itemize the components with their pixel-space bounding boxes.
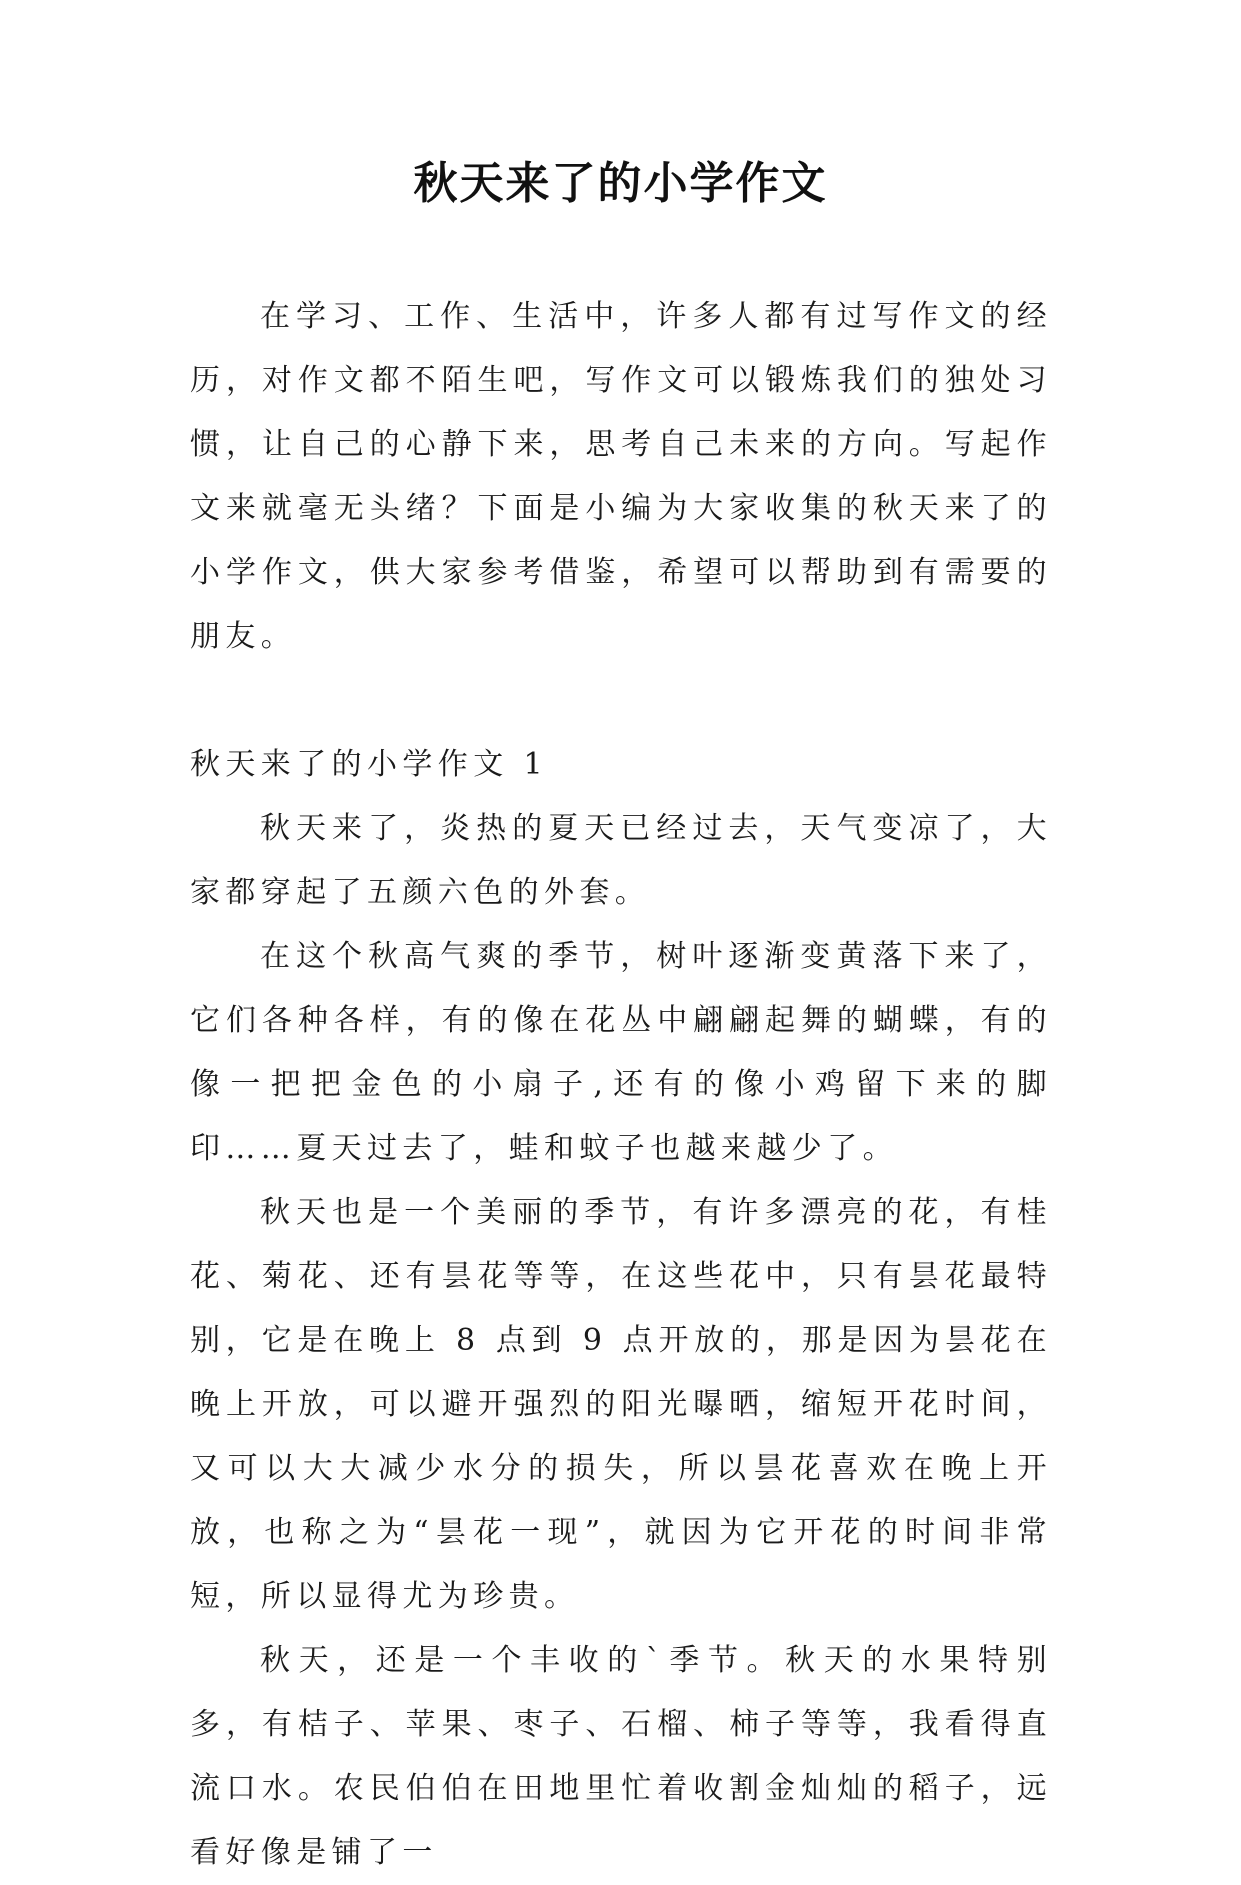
body-paragraph-2: 在这个秋高气爽的季节，树叶逐渐变黄落下来了，它们各种各样，有的像在花丛中翩翩起舞的蝴蝶，有的像一把把金色的小扇子,还有的像小鸡留下来的脚印……夏天过去了，蛙和蚊子也越来越少了。 <box>190 939 1052 1166</box>
body-paragraph-1: 秋天来了，炎热的夏天已经过去，天气变凉了，大家都穿起了五颜六色的外套。 <box>190 811 1052 910</box>
document-title: 秋天来了的小学作文 <box>413 158 828 209</box>
body-paragraph-3: 秋天也是一个美丽的季节，有许多漂亮的花，有桂花、菊花、还有昙花等等，在这些花中，只有昙花最特别，它是在晚上 8 点到 9 点开放的，那是因为昙花在晚上开放，可以避开强烈的阳光曝晒，缩短开花时间，又可以大大减少水分的损失，所以昙花喜欢在晚上开放，也称之为“昙花一现”，就因为它开花的时间非常短，所以显得尤为珍贵。 <box>190 1195 1052 1614</box>
body-paragraph-4: 秋天，还是一个丰收的`季节。秋天的水果特别多，有桔子、苹果、枣子、石榴、柿子等等，我看得直流口水。农民伯伯在田地里忙着收割金灿灿的稻子，远看好像是铺了一 <box>190 1643 1052 1870</box>
document-body <box>190 285 1052 1885</box>
intro-paragraph: 在学习、工作、生活中，许多人都有过写作文的经历，对作文都不陌生吧，写作文可以锻炼我们的独处习惯，让自己的心静下来，思考自己未来的方向。写起作文来就毫无头绪？下面是小编为大家收集的秋天来了的小学作文，供大家参考借鉴，希望可以帮助到有需要的朋友。 <box>190 299 1052 654</box>
section-heading: 秋天来了的小学作文 1 <box>190 747 549 782</box>
